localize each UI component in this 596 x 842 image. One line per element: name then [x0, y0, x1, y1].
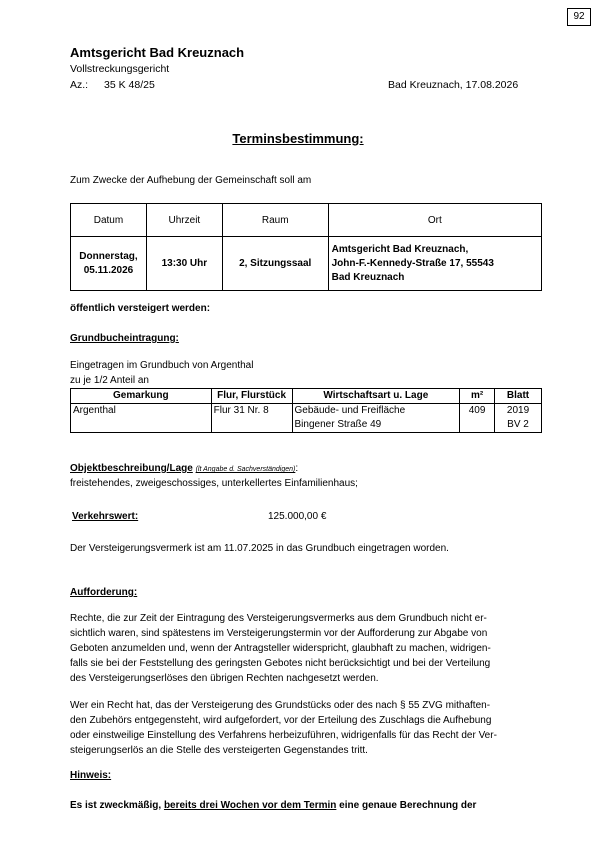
- notice-heading: Hinweis:: [70, 770, 112, 781]
- document-title: Terminsbestimmung:: [232, 131, 364, 146]
- paragraph-line: falls sie bei der Feststellung des geringsten Gebotes nicht berücksichtigt und bei der Verteilung: [70, 658, 491, 669]
- place-date: Bad Kreuznach, 17.08.2026: [388, 79, 519, 91]
- page-number: 92: [567, 8, 591, 26]
- cell-wirtschaftsart: [292, 404, 460, 433]
- wirtschaftsart-line: Bingener Straße 49: [294, 419, 382, 430]
- appointment-date: [71, 237, 147, 291]
- appointment-date-value: 05.11.2026: [83, 264, 134, 276]
- land-register-table: [70, 388, 542, 433]
- notice-text-start: Es ist zweckmäßig,: [70, 800, 164, 811]
- location-line: Amtsgericht Bad Kreuznach,: [331, 243, 469, 255]
- case-number-label: Az.:: [70, 79, 89, 91]
- paragraph-line: steigerungserlös an die Stelle des versteigerten Gegenstandes tritt.: [70, 745, 368, 756]
- header-blatt: Blatt: [495, 389, 542, 404]
- paragraph-line: den Zubehörs entgegensteht, wird aufgefordert, vor der Erteilung des Zuschlags die Aufhebung: [70, 715, 492, 726]
- header-time: Uhrzeit: [146, 204, 222, 237]
- appointment-location: [328, 237, 541, 291]
- paragraph-line: Geboten anzumelden und, wenn der Antragsteller widerspricht, glaubhaft zu machen, widrigen-: [70, 643, 491, 654]
- notice-text-end: eine genaue Berechnung der: [336, 800, 477, 811]
- notice-text: [70, 800, 476, 811]
- object-description-heading: [70, 463, 298, 474]
- object-heading-colon: :: [295, 463, 299, 474]
- paragraph-line: oder einstweilige Einstellung des Verfahrens herbeizuführen, widrigenfalls für das Recht der Ver-: [70, 730, 497, 741]
- header-gemarkung: Gemarkung: [71, 389, 212, 404]
- paragraph-line: Wer ein Recht hat, das der Versteigerung des Grundstücks oder des nach § 55 ZVG mithaften-: [70, 700, 491, 711]
- object-source-note: (lt Angabe d. Sachverständigen): [195, 466, 296, 473]
- header-location: Ort: [328, 204, 541, 237]
- market-value: 125.000,00 €: [268, 511, 327, 522]
- market-value-label: Verkehrswert:: [72, 511, 139, 522]
- land-register-table-header: [71, 389, 542, 404]
- appointment-table-row: [71, 237, 542, 291]
- intro-text: Zum Zwecke der Aufhebung der Gemeinschaft soll am: [70, 175, 312, 186]
- appointment-room: 2, Sitzungssaal: [222, 237, 328, 291]
- blatt-line: BV 2: [507, 419, 529, 430]
- header-wirtschaftsart: Wirtschaftsart u. Lage: [292, 389, 460, 404]
- notice-text-emphasis: bereits drei Wochen vor dem Termin: [163, 800, 337, 811]
- location-line: John-F.-Kennedy-Straße 17, 55543: [331, 257, 494, 269]
- object-description: freistehendes, zweigeschossiges, unterkellertes Einfamilienhaus;: [70, 478, 358, 489]
- location-line: Bad Kreuznach: [331, 271, 405, 283]
- paragraph-line: sichtlich waren, sind spätestens im Versteigerungstermin vor der Aufforderung zur Abgabe von: [70, 628, 488, 639]
- land-register-table-row: [71, 404, 542, 433]
- cell-blatt: [495, 404, 542, 433]
- request-paragraph-2: [70, 698, 550, 758]
- blatt-line: 2019: [506, 405, 530, 416]
- land-register-heading: Grundbucheintragung:: [70, 333, 179, 344]
- case-number: 35 K 48/25: [104, 79, 155, 91]
- request-heading: Aufforderung:: [70, 587, 138, 598]
- appointment-weekday: Donnerstag,: [79, 250, 138, 262]
- request-paragraph-1: [70, 611, 550, 686]
- cell-gemarkung: Argenthal: [71, 404, 212, 433]
- header-flur: Flur, Flurstück: [211, 389, 292, 404]
- cell-flur: Flur 31 Nr. 8: [211, 404, 292, 433]
- header-area: m²: [460, 389, 495, 404]
- cell-area: 409: [460, 404, 495, 433]
- paragraph-line: Rechte, die zur Zeit der Eintragung des Versteigerungsvermerks aus dem Grundbuch nicht er-: [70, 613, 487, 624]
- header-room: Raum: [222, 204, 328, 237]
- paragraph-line: des Versteigerungserlöses den übrigen Rechten nachgesetzt werden.: [70, 673, 379, 684]
- appointment-table-header: [71, 204, 542, 237]
- land-register-share: zu je 1/2 Anteil an: [70, 375, 149, 386]
- appointment-table: [70, 203, 542, 291]
- registration-note: Der Versteigerungsvermerk ist am 11.07.2025 in das Grundbuch eingetragen worden.: [70, 543, 449, 554]
- appointment-time: 13:30 Uhr: [146, 237, 222, 291]
- auction-statement: öffentlich versteigert werden:: [70, 303, 211, 314]
- wirtschaftsart-line: Gebäude- und Freifläche: [294, 405, 406, 416]
- land-register-line: Eingetragen im Grundbuch von Argenthal: [70, 360, 254, 371]
- court-name: Amtsgericht Bad Kreuznach: [70, 45, 245, 60]
- header-date: Datum: [71, 204, 147, 237]
- object-heading-text: Objektbeschreibung/Lage: [70, 463, 193, 474]
- court-department: Vollstreckungsgericht: [70, 63, 170, 75]
